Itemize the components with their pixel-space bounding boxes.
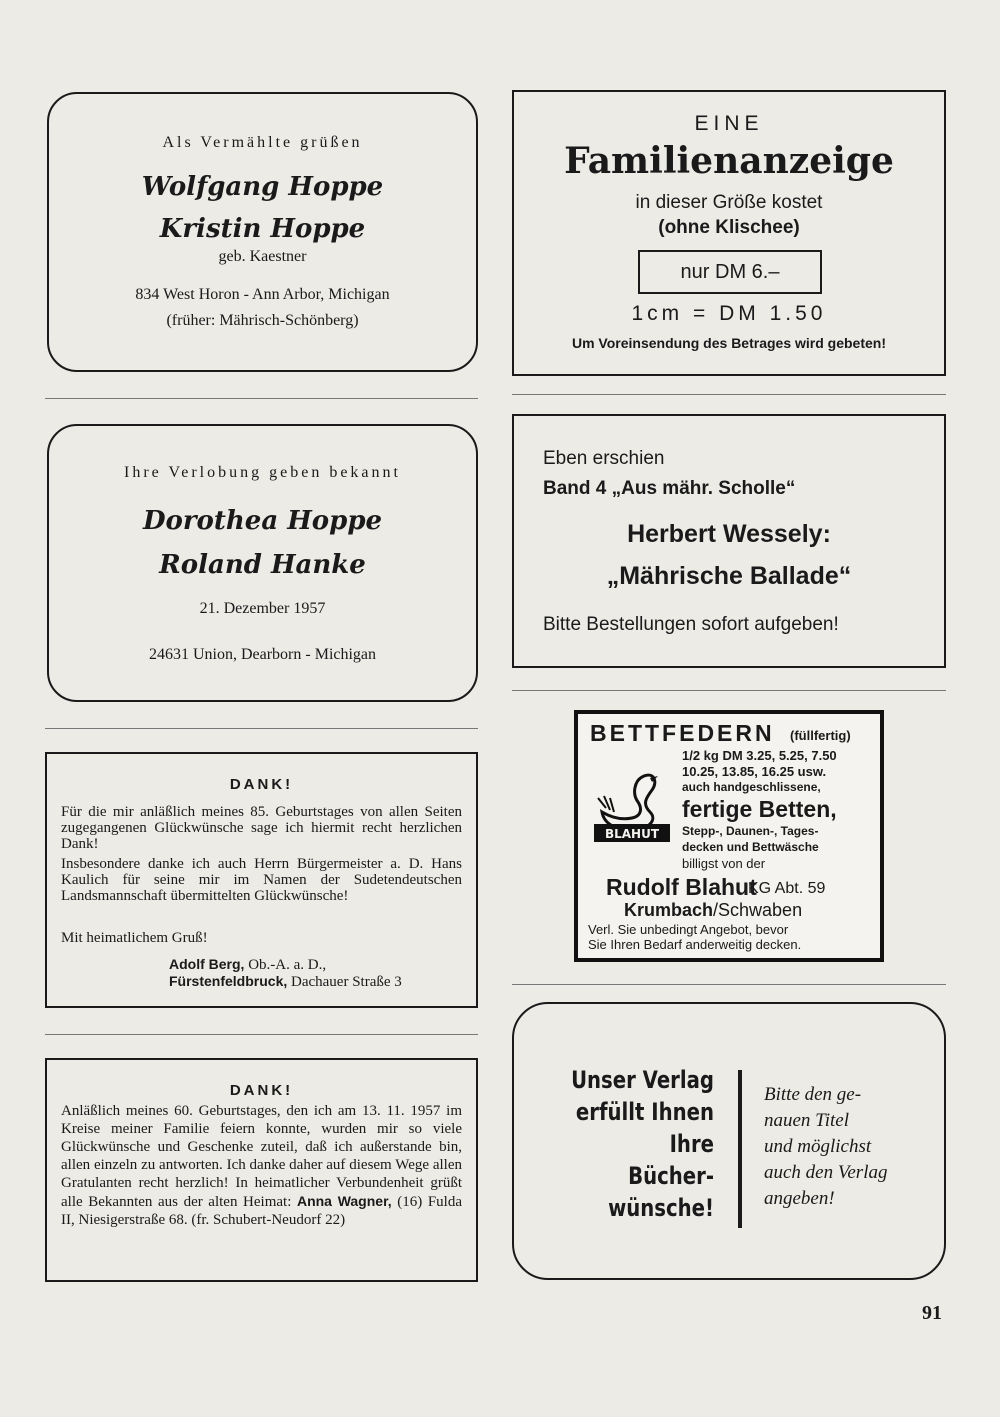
thanks-signature-address: [169, 973, 402, 991]
separator-right-1: [512, 394, 946, 395]
pricing-size-line: in dieser Größe kostet: [635, 192, 823, 213]
book-intro: Eben erschien: [543, 448, 665, 469]
separator-right-2: [512, 690, 946, 691]
pricing-eine: EINE: [694, 112, 764, 135]
fiance-name: Roland Hanke: [159, 550, 366, 580]
pricing-headline: Familienanzeige: [564, 140, 894, 182]
bedding-company: Rudolf Blahut: [606, 874, 757, 900]
bedding-quilts-more: decken und Bettwäsche: [682, 840, 819, 854]
slogan-line: wünsche!: [608, 1194, 714, 1222]
engagement-date: 21. Dezember 1957: [199, 600, 326, 617]
book-title: „Mährische Ballade“: [606, 562, 852, 590]
signer-city: Fürstenfeldbruck,: [169, 973, 288, 989]
slogan-line: Ihre: [669, 1130, 714, 1158]
wedding-former-home: (früher: Mährisch-Schönberg): [166, 312, 359, 329]
book-service-slogan: [565, 1064, 714, 1224]
thanks-signer-name: Anna Wagner,: [296, 1193, 392, 1209]
thanks-signer-address: (16) Fulda II, Niesigerstraße 68. (fr. Schubert-Neudorf 22): [61, 1194, 462, 1228]
book-service-ad: [512, 1002, 946, 1280]
slogan-line: erfüllt Ihnen: [575, 1098, 714, 1126]
book-ad: [512, 414, 946, 668]
engagement-announcement: [47, 424, 478, 702]
book-order-note: Bitte Bestellungen sofort aufgeben!: [543, 614, 839, 635]
separator-left-3: [45, 1034, 478, 1035]
swan-logo-icon: [592, 768, 672, 850]
pricing-ad: [512, 90, 946, 376]
signer-name: Adolf Berg,: [169, 956, 245, 972]
engagement-address: 24631 Union, Dearborn - Michigan: [148, 646, 377, 663]
thanks-paragraph: Insbesondere danke ich auch Herrn Bürgermeister a. D. Hans Kaulich für seine mir im Namen der Sudetendeutschen Landsmannschaft übermittelten Glückwünsche!: [61, 856, 462, 904]
thanks-notice-berg: [45, 752, 478, 1008]
fiancee-name: Dorothea Hoppe: [142, 506, 383, 536]
thanks-greeting: Mit heimatlichem Gruß!: [61, 930, 208, 946]
thanks-heading: DANK!: [229, 776, 294, 793]
bedding-prices-more: 10.25, 13.85, 16.25 usw.: [682, 764, 827, 779]
bedding-quilts: Stepp-, Daunen-, Tages-: [682, 824, 819, 838]
bedding-fineprint-more: Sie Ihren Bedarf anderweitig decken.: [588, 937, 802, 952]
wedding-announcement: [47, 92, 478, 372]
book-volume: Band 4 „Aus mähr. Scholle“: [543, 478, 796, 499]
engagement-intro: Ihre Verlobung geben bekannt: [124, 464, 401, 481]
pricing-price-box: nur DM 6.–: [638, 250, 822, 294]
book-service-instructions: [764, 1082, 934, 1212]
thanks-paragraph: Für die mir anläßlich meines 85. Geburtstages von allen Seiten zugegangenen Glückwünsche sage ich hiermit recht herzlichen Dank!: [61, 804, 462, 852]
groom-name: Wolfgang Hoppe: [141, 172, 384, 202]
signer-street: Dachauer Straße 3: [287, 974, 402, 990]
bedding-prices: 1/2 kg DM 3.25, 5.25, 7.50: [682, 748, 837, 763]
vertical-divider: [738, 1070, 742, 1228]
slogan-line: Unser Verlag: [571, 1066, 714, 1094]
logo-text: BLAHUT: [604, 827, 660, 841]
bedding-brand: BETTFEDERN: [590, 720, 775, 746]
bedding-city-name: Krumbach: [624, 900, 714, 920]
separator-left-1: [45, 398, 478, 399]
wedding-address: 834 West Horon - Ann Arbor, Michigan: [135, 286, 390, 303]
book-author: Herbert Wessely:: [627, 520, 831, 548]
page-number: 91: [922, 1302, 942, 1324]
thanks-signature-name: [169, 956, 326, 974]
separator-right-3: [512, 984, 946, 985]
slogan-line: Bücher-: [628, 1162, 714, 1190]
bedding-brand-note: (füllfertig): [790, 728, 851, 743]
bedding-fineprint: Verl. Sie unbedingt Angebot, bevor: [588, 922, 789, 937]
instruction-line: angeben!: [764, 1188, 835, 1209]
pricing-no-plate: (ohne Klischee): [658, 217, 800, 238]
separator-left-2: [45, 728, 478, 729]
instruction-line: nauen Titel: [764, 1110, 849, 1131]
instruction-line: und möglichst: [764, 1136, 872, 1157]
wedding-intro: Als Vermählte grüßen: [162, 134, 363, 151]
thanks-text: Anläßlich meines 60. Geburtstages, den ich am 13. 11. 1957 im Kreise meiner Familie feiern konnte, wurden mir so viele Glückwünsche und Geschenke zuteil, daß ich außerstande bin, allen einzeln zu antworten. Ich danke daher auf diesem Wege allen Gratulanten recht herzlich! In heimatlicher Verbundenheit grüßt alle Bekannten aus der alten Heimat:: [61, 1103, 462, 1210]
bedding-handmade: auch handgeschlissene,: [682, 780, 821, 794]
instruction-line: auch den Verlag: [764, 1162, 888, 1183]
thanks-notice-wagner: [45, 1058, 478, 1282]
pricing-per-cm: 1cm = DM 1.50: [631, 302, 827, 325]
bedding-ready-beds: fertige Betten,: [682, 796, 837, 822]
signer-title: Ob.-A. a. D.,: [244, 957, 327, 973]
thanks-paragraph: [61, 1102, 462, 1229]
bedding-company-suffix: KG Abt. 59: [748, 880, 826, 897]
pricing-prepay-note: Um Voreinsendung des Betrages wird gebeten!: [571, 335, 887, 351]
instruction-line: Bitte den ge-: [764, 1084, 862, 1105]
thanks-heading: DANK!: [229, 1082, 294, 1099]
maiden-name: geb. Kaestner: [218, 248, 307, 265]
bedding-city-region: /Schwaben: [713, 900, 803, 920]
bedding-ad: [574, 710, 884, 962]
bedding-city: [624, 900, 802, 921]
bride-name: Kristin Hoppe: [159, 214, 366, 244]
bedding-cheap: billigst von der: [682, 856, 766, 871]
